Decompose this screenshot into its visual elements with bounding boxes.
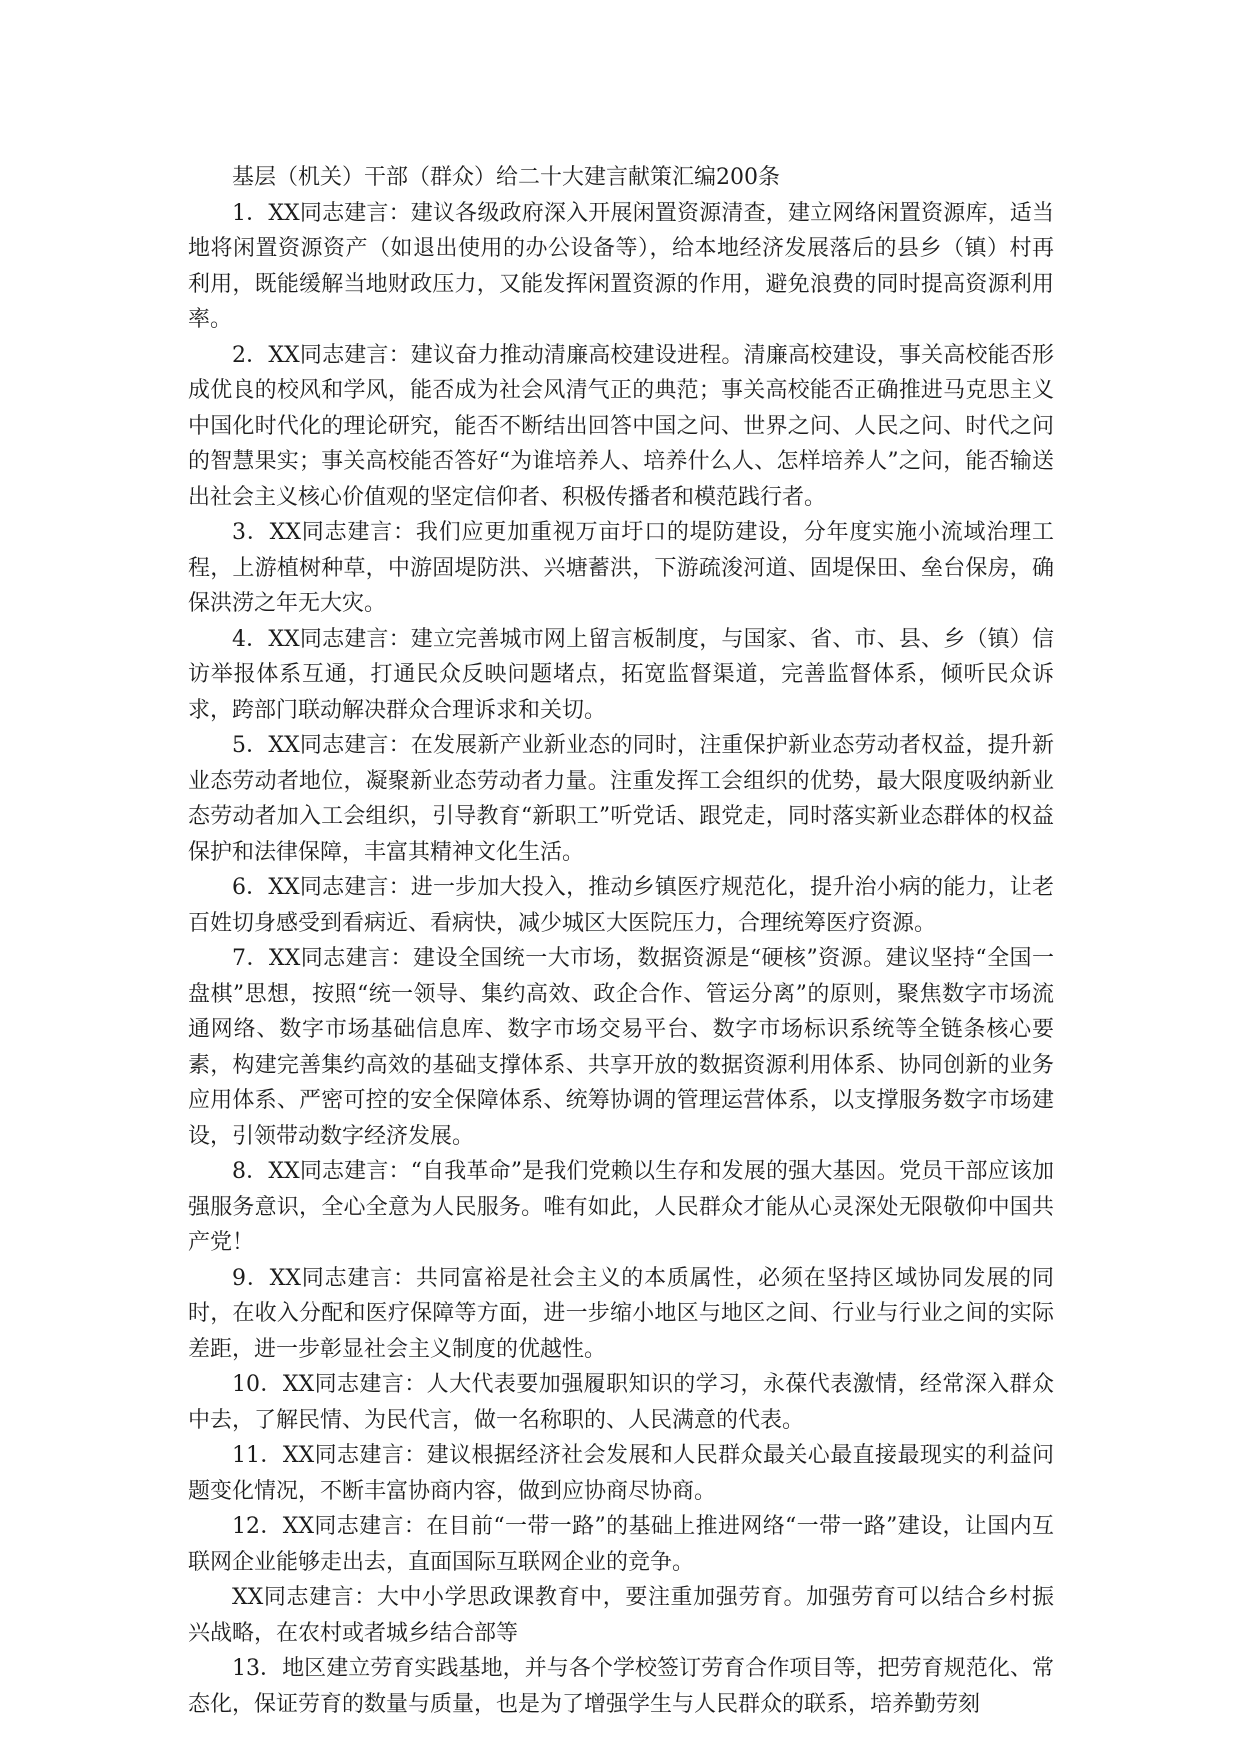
paragraph-8: 8．XX同志建言：“自我革命”是我们党赖以生存和发展的强大基因。党员干部应该加强服务意识，全心全意为人民服务。唯有如此，人民群众才能从心灵深处无限敬仰中国共产党！ (188, 1159, 1054, 1255)
paragraph-13: 13．地区建立劳育实践基地，并与各个学校签订劳育合作项目等，把劳育规范化、常态化，保证劳育的数量与质量，也是为了增强学生与人民群众的联系，培养勤劳刻 (188, 1656, 1054, 1717)
document-page (188, 160, 1054, 1722)
paragraph-5: 5．XX同志建言：在发展新产业新业态的同时，注重保护新业态劳动者权益，提升新业态劳动者地位，凝聚新业态劳动者力量。注重发挥工会组织的优势，最大限度吸纳新业态劳动者加入工会组织，引导教育“新职工”听党话、跟党走，同时落实新业态群体的权益保护和法律保障，丰富其精神文化生活。 (188, 733, 1054, 865)
paragraph-3: 3．XX同志建言：我们应更加重视万亩圩口的堤防建设，分年度实施小流域治理工程，上游植树种草，中游固堤防洪、兴塘蓄洪，下游疏浚河道、固堤保田、垒台保房，确保洪涝之年无大灾。 (188, 520, 1054, 616)
paragraph-2: 2．XX同志建言：建议奋力推动清廉高校建设进程。清廉高校建设，事关高校能否形成优良的校风和学风，能否成为社会风清气正的典范；事关高校能否正确推进马克思主义中国化时代化的理论研究，能否不断结出回答中国之问、世界之问、人民之问、时代之问的智慧果实；事关高校能否答好“为谁培养人、培养什么人、怎样培养人”之问，能否输送出社会主义核心价值观的坚定信仰者、积极传播者和模范践行者。 (188, 342, 1054, 510)
paragraph-4: 4．XX同志建言：建立完善城市网上留言板制度，与国家、省、市、县、乡（镇）信访举报体系互通，打通民众反映问题堵点，拓宽监督渠道，完善监督体系，倾听民众诉求，跨部门联动解决群众合理诉求和关切。 (188, 626, 1054, 723)
paragraph-7: 7．XX同志建言：建设全国统一大市场，数据资源是“硬核”资源。建议坚持“全国一盘棋”思想，按照“统一领导、集约高效、政企合作、管运分离”的原则，聚焦数字市场流通网络、数字市场基础信息库、数字市场交易平台、数字市场标识系统等全链条核心要素，构建完善集约高效的基础支撑体系、共享开放的数据资源利用体系、协同创新的业务应用体系、严密可控的安全保障体系、统筹协调的管理运营体系，以支撑服务数字市场建设，引领带动数字经济发展。 (188, 946, 1054, 1149)
paragraph-6: 6．XX同志建言：进一步加大投入，推动乡镇医疗规范化，提升治小病的能力，让老百姓切身感受到看病近、看病快，减少城区大医院压力，合理统筹医疗资源。 (188, 875, 1054, 936)
paragraph-12: 12．XX同志建言：在目前“一带一路”的基础上推进网络“一带一路”建设，让国内互联网企业能够走出去，直面国际互联网企业的竞争。 (188, 1514, 1054, 1575)
paragraph-10: 10．XX同志建言：人大代表要加强履职知识的学习，永葆代表激情，经常深入群众中去，了解民情、为民代言，做一名称职的、人民满意的代表。 (188, 1372, 1054, 1433)
paragraph-11: 11．XX同志建言：建议根据经济社会发展和人民群众最关心最直接最现实的利益问题变化情况，不断丰富协商内容，做到应协商尽协商。 (188, 1443, 1054, 1504)
paragraph-9: 9．XX同志建言：共同富裕是社会主义的本质属性，必须在坚持区域协同发展的同时，在收入分配和医疗保障等方面，进一步缩小地区与地区之间、行业与行业之间的实际差距，进一步彰显社会主义制度的优越性。 (188, 1265, 1054, 1362)
paragraph-unnumbered: XX同志建言：大中小学思政课教育中，要注重加强劳育。加强劳育可以结合乡村振兴战略，在农村或者城乡结合部等 (188, 1585, 1054, 1646)
document-title: 基层（机关）干部（群众）给二十大建言献策汇编200条 (232, 165, 780, 190)
paragraph-1: 1．XX同志建言：建议各级政府深入开展闲置资源清查，建立网络闲置资源库，适当地将闲置资源资产（如退出使用的办公设备等），给本地经济发展落后的县乡（镇）村再利用，既能缓解当地财政压力，又能发挥闲置资源的作用，避免浪费的同时提高资源利用率。 (188, 200, 1054, 332)
